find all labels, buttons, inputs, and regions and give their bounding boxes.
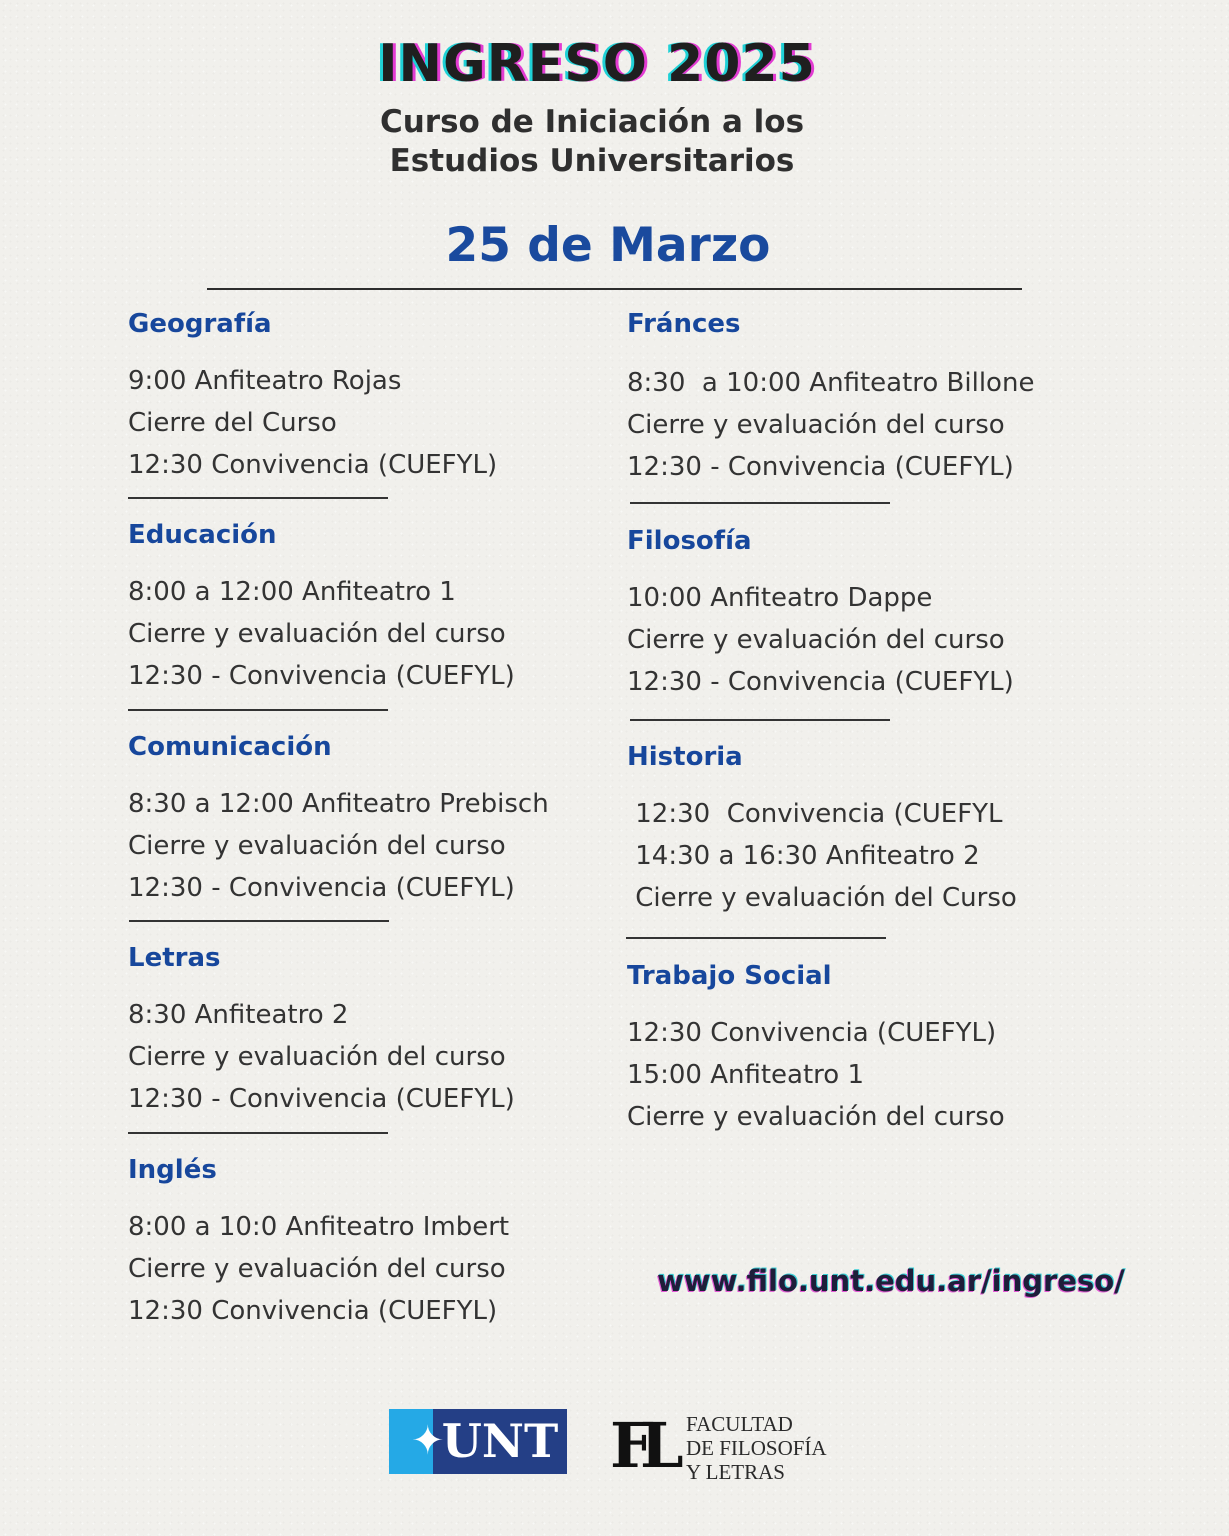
section-title: Educación: [128, 520, 277, 550]
schedule-line: Cierre y evaluación del curso: [128, 1254, 506, 1284]
section-trabajo-social: [627, 961, 1127, 1138]
schedule-line: Cierre y evaluación del curso: [627, 1102, 1005, 1132]
event-date: 25 de Marzo: [445, 218, 771, 273]
schedule-line: 12:30 Convivencia (CUEFYL): [128, 450, 498, 480]
section-title: Letras: [128, 943, 221, 973]
website-link[interactable]: www.filo.unt.edu.ar/ingreso/: [657, 1264, 1125, 1298]
section-educacion: [128, 520, 628, 697]
section-divider: [626, 937, 886, 939]
section-title: Fránces: [627, 309, 741, 339]
section-divider: [128, 709, 388, 711]
section-title: Filosofía: [627, 526, 752, 556]
section-title: Geografía: [128, 309, 272, 339]
subtitle: [0, 103, 1184, 181]
unt-logo-text: UNT: [433, 1409, 567, 1474]
subtitle-line-1: Curso de Iniciación a los: [379, 104, 805, 140]
schedule-line: 10:00 Anfiteatro Dappe: [627, 583, 933, 613]
section-comunicacion: [128, 732, 628, 909]
section-title: Trabajo Social: [627, 961, 832, 991]
section-divider: [630, 719, 890, 721]
section-historia: [627, 742, 1127, 919]
section-divider: [128, 1132, 388, 1134]
faculty-line-1: FACULTAD: [686, 1412, 793, 1436]
schedule-line: Cierre y evaluación del curso: [627, 410, 1005, 440]
unt-logo: [389, 1409, 567, 1474]
section-divider: [128, 497, 388, 499]
schedule-line: 8:00 a 12:00 Anfiteatro 1: [128, 577, 456, 607]
schedule-line: 12:30 - Convivencia (CUEFYL): [128, 661, 515, 691]
section-divider: [129, 920, 389, 922]
section-geografia: [128, 309, 628, 486]
faculty-monogram: FL: [610, 1409, 670, 1482]
schedule-line: Cierre y evaluación del curso: [128, 619, 506, 649]
section-frances: [627, 309, 1127, 488]
schedule-line: 12:30 - Convivencia (CUEFYL): [627, 452, 1014, 482]
section-title: Inglés: [128, 1155, 217, 1185]
schedule-line: Cierre y evaluación del curso: [128, 1042, 506, 1072]
schedule-line: Cierre y evaluación del Curso: [627, 883, 1017, 913]
schedule-line: 12:30 Convivencia (CUEFYL: [627, 799, 1003, 829]
header-divider: [207, 288, 1022, 290]
schedule-line: 12:30 Convivencia (CUEFYL): [627, 1018, 997, 1048]
schedule-line: 15:00 Anfiteatro 1: [627, 1060, 864, 1090]
schedule-line: 12:30 - Convivencia (CUEFYL): [627, 667, 1014, 697]
faculty-name: [686, 1412, 827, 1484]
section-letras: [128, 943, 628, 1120]
schedule-line: 12:30 Convivencia (CUEFYL): [128, 1296, 498, 1326]
section-ingles: [128, 1155, 628, 1332]
schedule-line: Cierre y evaluación del curso: [627, 625, 1005, 655]
schedule-line: 12:30 - Convivencia (CUEFYL): [128, 1084, 515, 1114]
section-title: Historia: [627, 742, 743, 772]
main-title: INGRESO 2025: [378, 34, 816, 94]
section-title: Comunicación: [128, 732, 332, 762]
section-divider: [630, 502, 890, 504]
schedule-line: Cierre y evaluación del curso: [128, 831, 506, 861]
schedule-line: 9:00 Anfiteatro Rojas: [128, 366, 402, 396]
section-filosofia: [627, 526, 1127, 703]
schedule-line: 8:30 Anfiteatro 2: [128, 1000, 349, 1030]
schedule-line: 12:30 - Convivencia (CUEFYL): [128, 873, 515, 903]
schedule-line: 8:30 a 12:00 Anfiteatro Prebisch: [128, 789, 549, 819]
star-icon: ✦: [389, 1409, 433, 1474]
schedule-line: 8:00 a 10:0 Anfiteatro Imbert: [128, 1212, 510, 1242]
subtitle-line-2: Estudios Universitarios: [389, 143, 795, 179]
faculty-line-3: Y LETRAS: [686, 1460, 785, 1484]
schedule-line: Cierre del Curso: [128, 408, 337, 438]
schedule-line: 8:30 a 10:00 Anfiteatro Billone: [627, 368, 1035, 398]
schedule-line: 14:30 a 16:30 Anfiteatro 2: [627, 841, 980, 871]
faculty-line-2: DE FILOSOFÍA: [686, 1436, 827, 1460]
